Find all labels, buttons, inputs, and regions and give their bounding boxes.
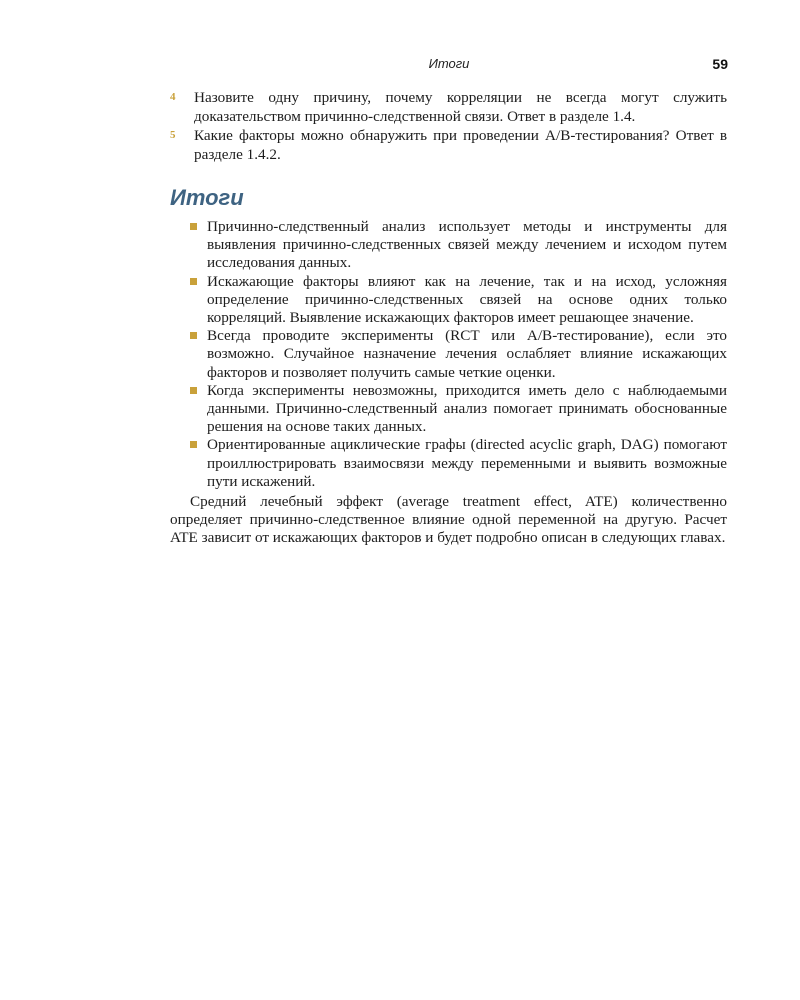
question-text: Какие факторы можно обнаружить при проведении A/B-тестирования? Ответ в разделе 1.4.2. (194, 127, 727, 163)
review-questions (170, 88, 727, 164)
square-bullet-icon (190, 278, 197, 285)
page-number: 59 (712, 56, 728, 72)
running-header (170, 56, 728, 76)
summary-list (170, 218, 727, 491)
summary-item-text: Искажающие факторы влияют как на лечение, так и на исход, усложняя определение причинно-следственных связей на основе одних только корреляций. Выявление искажающих факторов имеет решающее значение. (207, 272, 727, 327)
question-item (170, 88, 727, 126)
question-item (170, 126, 727, 164)
summary-item-text: Причинно-следственный анализ использует методы и инструменты для выявления причинно-следственных связей между лечением и исходом путем исследования данных. (207, 218, 727, 272)
summary-item-text: Когда эксперименты невозможны, приходится иметь дело с наблюдаемыми данными. Причинно-следственный анализ помогает принимать обоснованные решения на основе таких данных. (207, 381, 727, 436)
summary-item (170, 327, 727, 382)
square-bullet-icon (190, 441, 197, 448)
question-number: 4 (170, 91, 176, 103)
section-title: Итоги (170, 185, 244, 210)
summary-item (170, 436, 727, 491)
running-title: Итоги (428, 56, 470, 71)
square-bullet-icon (190, 332, 197, 339)
summary-item-text: Всегда проводите эксперименты (RCT или A/B-тестирование), если это возможно. Случайное назначение лечения ослабляет влияние искажающих факторов и позволяет получить самые четкие оценки. (207, 327, 727, 381)
summary-item-text: Ориентированные ациклические графы (directed acyclic graph, DAG) помогают проиллюстрировать взаимосвязи между переменными и выявить возможные пути искажений. (207, 436, 727, 490)
square-bullet-icon (190, 387, 197, 394)
question-number: 5 (170, 129, 176, 141)
summary-item (170, 218, 727, 273)
summary-item (170, 273, 727, 328)
square-bullet-icon (190, 223, 197, 230)
question-text: Назовите одну причину, почему корреляции не всегда могут служить доказательством причинно-следственной связи. Ответ в разделе 1.4. (194, 89, 727, 125)
page-content (170, 88, 727, 548)
summary-item (170, 382, 727, 437)
closing-paragraph: Средний лечебный эффект (average treatment effect, ATE) количественно определяет причинно-следственное влияние одной переменной на другую. Расчет ATE зависит от искажающих факторов и будет подробно описан в следующих главах. (170, 493, 727, 547)
